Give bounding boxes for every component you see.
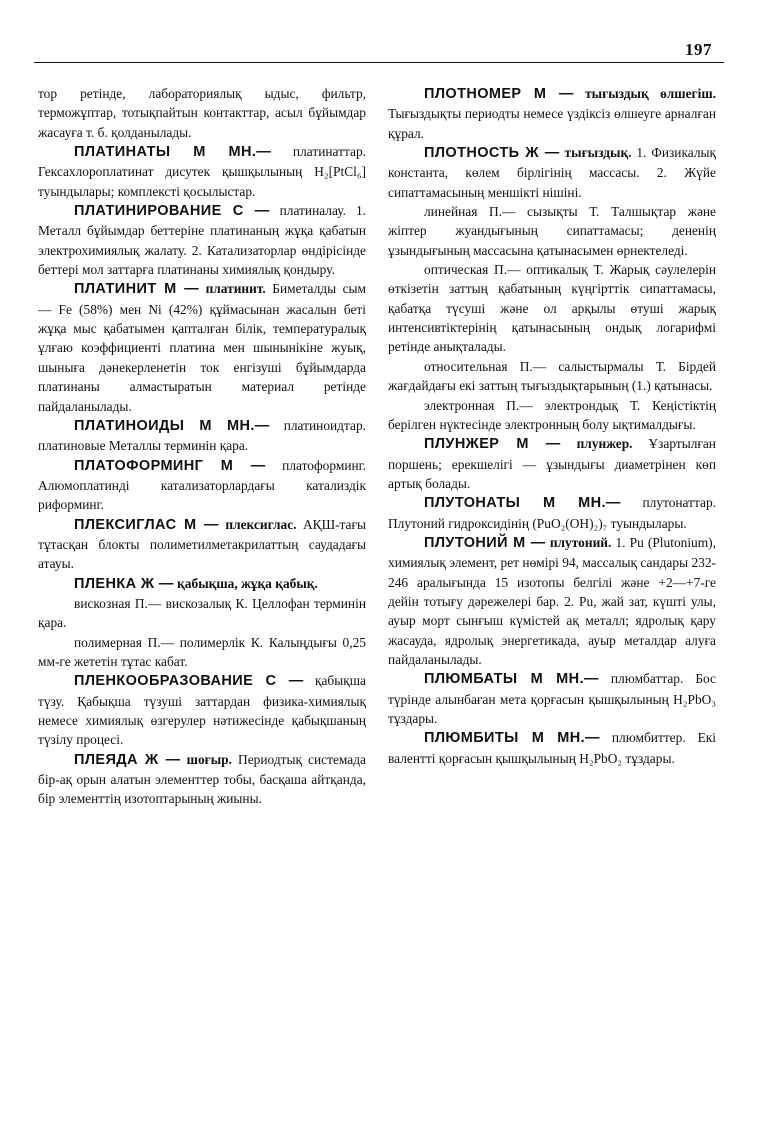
sub-entry: [388, 396, 716, 435]
entry-text: Биметалды сым — Fe (58%) мен Ni (42%) құймасынан жасалын беті жұқа мыс қабатымен қапталған білік, температуралық ұлғаю коэффициенті платина мен шынынікіне жуық, шыныға дәнекерленетін ток енгізуші бұйымдарда платинаны алмастыратын материал ретінде пайдаланылады.: [38, 281, 366, 414]
entry-text: платиноидтар. платиновые Металлы терминін қара.: [38, 417, 366, 454]
entry-headword: ПЛАТОФОРМИНГ М —: [74, 457, 266, 474]
entry-headword: ПЛАТИНАТЫ М МН.—: [74, 144, 272, 161]
entry-headword: ПЛУТОНАТЫ М МН.—: [424, 495, 621, 512]
dictionary-entry: [38, 515, 366, 574]
entry-translation: плунжер.: [576, 436, 633, 452]
header-rule: [34, 62, 724, 63]
dictionary-entry: [388, 434, 716, 493]
entry-text: Ұзартылған поршень; ерекшелігі — ұзындығы диаметрінен көп артық болады.: [388, 436, 716, 491]
entry-headword: ПЛЕНКООБРАЗОВАНИЕ С —: [74, 673, 304, 690]
sub-entry-text: относительная П.— салыстырмалы Т. Бірдей жағдайдағы екі заттың тығыздықтарының (1.) қатынасы.: [388, 358, 716, 394]
dictionary-entry: [38, 456, 366, 515]
entry-text: платиналау. 1. Металл бұйымдар беттеріне платинаның жұқа қабатын электрохимиялық жалату. 2. Катализаторлар өндірісінде беттері мол заттарға платинаны химиялық қондыру.: [38, 203, 366, 278]
entry-translation: плексиглас.: [225, 516, 297, 532]
sub-entry-text: оптическая П.— оптикалық Т. Жарық сәулелерін өткізетін заттың қабатының күңгірттік сипаттамасы, қабатқа түсуші және ол арқылы өтуші жарық интенсивтіктерінің қатынасының ондық логарифмі ретінде анықталады.: [388, 262, 716, 355]
entry-text: платинаттар. Гексахлороплатинат дисутек қышқылының H₂[PtCl₆] туындылары; комплексті қосылыстар.: [38, 144, 366, 199]
sub-entry: [388, 357, 716, 396]
dictionary-entry: [38, 574, 366, 594]
sub-entry: [38, 633, 366, 672]
dictionary-entry: [38, 671, 366, 749]
sub-entry-text: линейная П.— сызықты Т. Талшықтар және жіптер жуандығының сипаттамасы; дененің ұзындығының массасына қатынасымен өрнектеледі.: [388, 204, 716, 258]
entry-text: 1. Pu (Plutonium), химиялық элемент, рет нөмірі 94, массалық сандары 232-246 аралығында 15 изотопы белгілі және +2—+7-ге дейін тотығу дәрежелері бар. 2. Pu, жай зат, күшті улы, ауыр морт сынғыш күмістей ақ металл; ядролық қару жасауда, ядролық энергетикада, ауыр металдар алуға пайдаланылады.: [388, 534, 716, 667]
entry-text: Тығыздықты периодты немесе үздіксіз өлшеуге арналған құрал.: [388, 106, 716, 141]
entry-headword: ПЛОТНОСТЬ Ж —: [424, 145, 560, 162]
entry-headword: ПЛАТИНОИДЫ М МН.—: [74, 417, 270, 434]
dictionary-entry: [388, 493, 716, 533]
dictionary-entry: [38, 201, 366, 279]
entry-text: 1. Физикалық константа, көлем бірлігінің массасы. 2. Жүйе сипаттамасының меншікті нішіні.: [388, 145, 717, 200]
entry-text: АҚШ-тағы тұтасқан блокты полиметилметакрилаттың саудадағы атауы.: [38, 516, 366, 572]
dictionary-entry: [388, 728, 716, 768]
entry-text: қабықша түзу. Қабықша түзуші заттардан физика-химиялық немесе химиялық өзгерулер нәтижесінде қабықшаның түзілу процесі.: [38, 673, 366, 748]
dictionary-entry: [38, 416, 366, 456]
sub-entry: [388, 202, 716, 260]
entry-translation: қабықша, жұқа қабық.: [177, 575, 318, 591]
entry-text: плюмбаттар. Бос түрінде алынбаған мета қорғасын қышқылының H₂PbO₃ тұздары.: [388, 671, 717, 726]
entry-headword: ПЛЕКСИГЛАС М —: [74, 516, 219, 533]
entry-headword: ПЛЮМБАТЫ М МН.—: [424, 671, 599, 688]
page-number: 197: [685, 40, 712, 59]
dictionary-entry: [388, 669, 716, 728]
right-column: [388, 84, 716, 768]
dictionary-entry: [388, 84, 716, 143]
sub-entry: [38, 594, 366, 633]
entry-translation: платинит.: [205, 281, 266, 297]
entry-headword: ПЛЕЯДА Ж —: [74, 751, 181, 768]
entry-headword: ПЛЮМБИТЫ М МН.—: [424, 730, 600, 747]
entry-headword: ПЛУТОНИЙ М —: [424, 534, 546, 551]
entry-text: тор ретінде, лабораториялық ыдыс, фильтр, терможұптар, тотықпайтын контакттар, асыл бұйымдар жасауға т. б. қолданылады.: [38, 86, 366, 140]
dictionary-entry: [38, 750, 366, 809]
entry-text: платоформинг. Алюмоплатинді катализаторлардағы катализдік риформинг.: [38, 457, 366, 513]
entry-text: плюмбиттер. Екі валентті қорғасын қышқылының H₂PbO₂ тұздары.: [388, 730, 716, 766]
entry-translation: тығыздық.: [564, 145, 632, 161]
sub-entry-text: полимерная П.— полимерлік К. Калыңдығы 0,25 мм-ге жететін тұтас кабат.: [38, 634, 366, 669]
entry-headword: ПЛУНЖЕР М —: [424, 436, 561, 453]
entry-translation: тығыздық өлшегіш.: [585, 86, 716, 101]
entry-headword: ПЛЕНКА Ж —: [74, 575, 174, 592]
entry-headword: ПЛОТНОМЕР М —: [424, 86, 574, 102]
entry-headword: ПЛАТИНИРОВАНИЕ С —: [74, 203, 270, 220]
left-column: [38, 84, 366, 809]
dictionary-entry: [388, 533, 716, 669]
sub-entry: [388, 260, 716, 357]
sub-entry-text: электронная П.— электрондық Т. Кеңістіктің берілген нүктесінде электронның болу ықтималдығы.: [388, 397, 716, 432]
entry-translation: плутоний.: [549, 534, 612, 550]
dictionary-entry: [38, 142, 366, 201]
entry-text: Периодтық системада бір-ақ орын алатын элементтер тобы, басқаша айтқанда, бір элементтің изотоптарының жиыны.: [38, 751, 366, 807]
entry-headword: ПЛАТИНИТ М —: [74, 281, 200, 298]
dictionary-entry: [38, 279, 366, 415]
entry-text: плутонаттар. Плутоний гидроксидінің (PuO₂(OH)₂)₇ туындылары.: [388, 495, 716, 531]
sub-entry-text: вискозная П.— вискозалық К. Целлофан терминін қара.: [38, 595, 366, 631]
entry-translation: шоғыр.: [186, 751, 232, 767]
dictionary-entry: [388, 143, 716, 202]
entry-continuation: [38, 84, 366, 142]
